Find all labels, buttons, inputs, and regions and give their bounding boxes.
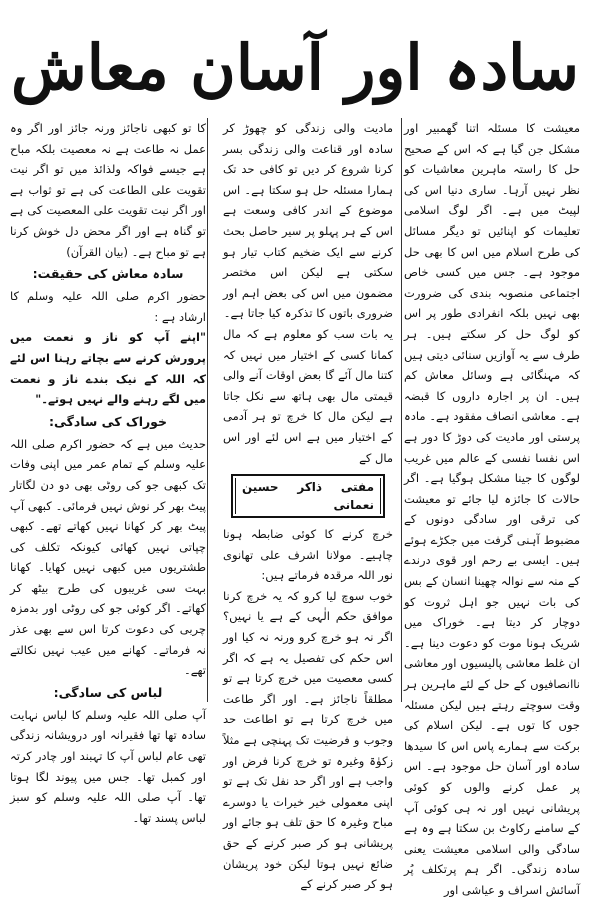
author-byline: مفتی ذاکر حسین نعمانی (236, 477, 380, 515)
paragraph: حدیث میں ہے کہ حضور اکرم صلی اللہ علیہ وسلم کے تمام عمر میں اپنی وفات تک کبھی جو کی روٹی بھی دو دن لگاتار پیٹ بھر کر نوش نہیں فرمائی۔ کبھی آپ پیٹ بھر کر کھانا نہیں کھاتے تھے۔ کبھی چپاتی نہیں کھائی کیونکہ تکلف کی طشتریوں میں کبھی نہیں کھایا۔ کھانا بہت سی غریبوں کی طرح بیٹھ کر کھاتے۔ اگر کوئی جو کی روٹی اور بدمزہ چربی کی دعوت کرتا اس سے بھی عذر نہ فرماتے۔ کھانے میں عیب نہیں نکالتے تھے۔ (10, 436, 206, 678)
paragraph: خرچ کرنے کا کوئی ضابطہ ہونا چاہیے۔ مولانا اشرف علی تھانوی نور اللہ مرقدہ فرماتے ہیں: (223, 527, 393, 583)
column-middle (223, 118, 393, 892)
author-byline-box (231, 474, 385, 518)
paragraph: حضور اکرم صلی اللہ علیہ وسلم کا ارشاد ہے : (10, 289, 206, 324)
subheading: خوراک کی سادگی: (48, 413, 168, 429)
hadith-quote: "اپنے آپ کو ناز و نعمت میں پرورش کرنے سے بچاتے رہنا اس لئے کہ اللہ کے نیک بندے ناز و نعمت میں لگے رہنے والے نہیں ہوتے۔" (10, 330, 206, 407)
subheading: سادہ معاش کی حقیقت: (32, 266, 184, 282)
column-divider (207, 118, 208, 702)
paragraph: کا تو کبھی ناجائز ورنہ جائز اور اگر وہ عمل نہ طاعت ہے نہ معصیت بلکہ مباح ہے جیسے فواکہ ولذائذ میں تو اگر نیت تقویت علی الطاعت کی ہے تو ثواب ہے اور اگر نیت تقویت علی المعصیت کی ہے تو گناہ ہے اور اگر محض دل خوش کرنا ہے تو مباح ہے۔ (بیان القرآن) (10, 121, 206, 259)
column-left (10, 118, 206, 825)
column-divider (401, 118, 402, 702)
subheading: لباس کی سادگی: (53, 684, 163, 700)
paragraph: خوب سوچ لیا کرو کہ یہ خرچ کرنا موافق حکم الٰہی کے ہے یا نہیں؟ اگر نہ ہو خرچ کرو ورنہ نہ کیا اور اس حکم کی تفصیل یہ ہے کہ اگر کسی معصیت میں خرچ کرتا ہے تو مطلقاً ناجائز ہے۔ اور اگر طاعت میں خرچ کرتا ہے تو اطاعت حد وجوب و فرضیت تک پہنچی ہے مثلاً زکوٰۃ وغیرہ تو خرچ کرنا فرض اور واجب ہے اور اگر حد نفل تک ہے تو اپنی معمولی خیر خیرات یا دوسرے مباح وغیرہ کا حق تلف ہو جائے اور پریشانی ہو کر صبر کرنے کے حق ضائع نہیں ہوتا لیکن خود پریشان ہو کر صبر کرنے کے (223, 588, 393, 892)
paragraph: مادیت والی زندگی کو چھوڑ کر سادہ اور قناعت والی زندگی بسر کرنا شروع کر دیں تو کافی حد تک ہمارا مسئلہ حل ہو سکتا ہے۔ اس موضوع کے اندر کافی وسعت ہے اس کے ہر پہلو پر سیر حاصل بحث کرنے سے ایک ضخیم کتاب تیار ہو سکتی ہے لیکن اس مختصر مضمون میں اس کی بعض اہم اور ضروری باتوں کا تذکرہ کیا جاتا ہے۔ (223, 121, 393, 321)
paragraph: آپ صلی اللہ علیہ وسلم کا لباس نہایت سادہ تھا تھا فقیرانہ اور درویشانہ زندگی تھی عام لباس آپ کا تہبند اور چادر کرتہ اور کمبل تھا۔ جس میں پیوند لگا ہوتا تھا۔ آپ صلی اللہ علیہ وسلم کو سبز لباس پسند تھا۔ (10, 707, 206, 825)
column-right (404, 118, 580, 897)
paragraph: معیشت کا مسئلہ اتنا گھمبیر اور مشکل جن گیا ہے کہ اس کے صحیح حل کا راستہ ماہرین معاشیات کو نظر نہیں آرہا۔ ساری دنیا اس کی لپیٹ میں ہے۔ اگر لوگ اسلامی تعلیمات کو اپنائیں تو دیگر مسائل کی طرح اسلام میں اس کا بھی حل موجود ہے۔ جس میں کسی خاص اجتماعی منصوبہ بندی کی ضرورت بھی نہیں بلکہ انفرادی طور پر اس کو لوگ حل کر سکتے ہیں۔ ہر طرف سے یہ آوازیں سنائی دیتی ہیں کہ مہنگائی ہے وسائل معاش کم ہیں۔ ان پر اجارہ داروں کا قبضہ ہے۔ معاشی انصاف مفقود ہے۔ مادہ پرستی اور مادیت کی دوڑ کا دور ہے اس نفسا نفسی کے عالم میں غریب لوگوں کا جینا مشکل ہوگیا ہے۔ اگر حالات کا جائزہ لیا جائے تو معیشت کی ترقی اور سادگی دونوں کے مضبوط آہنی گرفت میں جکڑے ہوئے ہیں۔ ایسی بے رحم اور قوی درندے کے منہ سے نوالہ چھینا انسان کے بس کی بات نہیں جو اہل ثروت کو دوچار کر دیتا ہے۔ خوراک میں شریک ہونا موت کو دعوت دینا ہے۔ ان غلط معاشی پالیسیوں اور معاشی ناانصافیوں کے حل کے لئے ماہرین ہر وقت سوچتے رہتے ہیں لیکن مسئلہ جوں کا توں ہے۔ لیکن اسلام کی برکت سے ہمارے پاس اس کا سیدھا سادہ اور آسان حل موجود ہے۔ اس پر عمل کرنے والوں کو کوئی پریشانی نہیں اور نہ ہی کوئی آپ کے سامنے رکاوٹ بن سکتا ہے وہ ہے سادگی والی اسلامی معیشت یعنی سادہ زندگی۔ اگر ہم پرتکلف پُر آسائش اسراف و عیاشی اور (404, 121, 580, 897)
article-title: سادہ اور آسان معاش (11, 31, 579, 104)
paragraph: یہ بات سب کو معلوم ہے کہ مال کمانا کسی کے اختیار میں نہیں کہ کتنا مال آئے گا بعض اوقات آنے والی قیمتی مال بھی ہاتھ سے نکل جاتا ہے لیکن مال کا خرچ تو ہر آدمی کے اختیار میں ہے اس لئے اور اس مال کے (223, 326, 393, 465)
byline-pattern (235, 478, 381, 514)
